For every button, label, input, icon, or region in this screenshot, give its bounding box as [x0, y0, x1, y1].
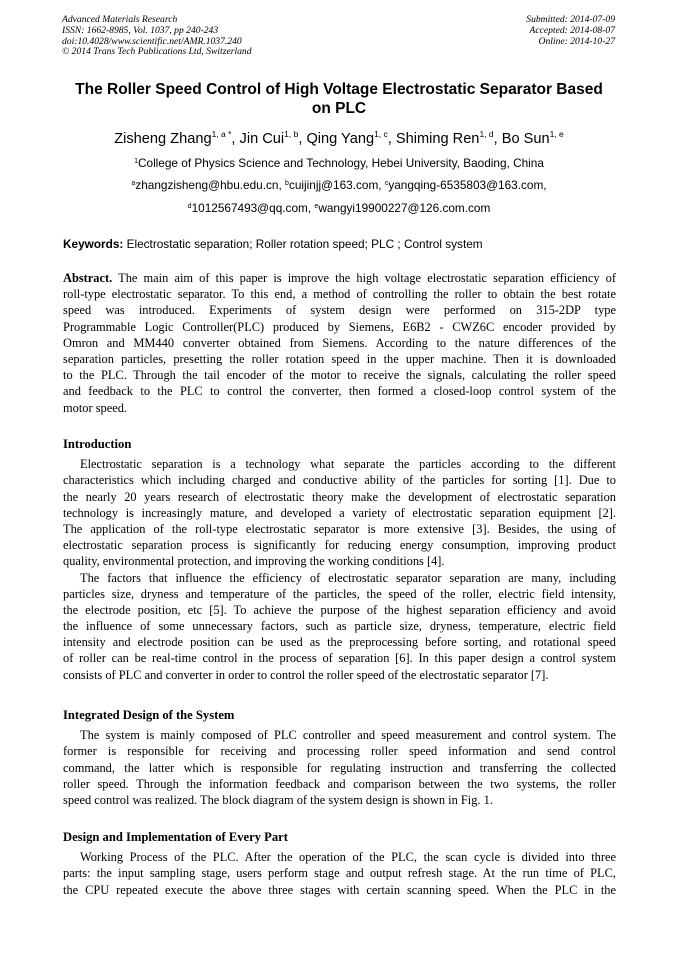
abstract-line: Programmable Logic Controller(PLC) produced by Siemens, E6B2 - CWZ6C encoder provided by [63, 319, 616, 334]
journal-copyright: © 2014 Trans Tech Publications Ltd, Switzerland [62, 46, 252, 58]
author-name: Shiming Ren [395, 131, 480, 147]
accepted-date: Accepted: 2014-08-07 [529, 24, 615, 36]
section-heading: Introduction [63, 437, 132, 451]
paragraph-line: roller speed. Through the information feedback and comparison between the two systems, the roller [63, 776, 616, 791]
author-list [30, 131, 648, 147]
journal-issn: ISSN: 1662-8985, Vol. 1037, pp 240-243 [62, 24, 219, 36]
integrated-design-section [63, 707, 616, 808]
paragraph-line: the nearly 20 years research of electrostatic theory make the development of electrostatic separation [63, 489, 616, 504]
abstract-line: to the PLC. Through the tail encoder of the motor to receive the signals, calculating the roller speed [63, 368, 616, 383]
email-line [30, 201, 648, 215]
paragraph-line: The factors that influence the efficiency of electrostatic separator separation are many, including [80, 570, 616, 585]
paragraph-line: command, the latter which is responsible for regulating instruction and transferring the collected [63, 760, 616, 775]
email: 1012567493@qq.com, [191, 201, 315, 215]
paragraph-line: intensity and electrode position can be used as the preprocessing before sorting, and rotational speed [63, 635, 616, 650]
abstract-line: separation particles, presetting the roller rotation speed in the upper machine. Then it is downloaded [63, 351, 616, 366]
paragraph-line: Working Process of the PLC. After the operation of the PLC, the scan cycle is divided into three [80, 850, 616, 865]
author-sup: 1, e [549, 129, 564, 139]
title-line: The Roller Speed Control of High Voltage Electrostatic Separator Based [75, 81, 603, 98]
submitted-date: Submitted: 2014-07-09 [526, 14, 615, 25]
online-date: Online: 2014-10-27 [538, 35, 615, 47]
paragraph-line: the electrode position, etc [5]. To achieve the purpose of the highest separation efficiency and avoid [63, 602, 616, 617]
author-sup: 1, d [479, 129, 494, 139]
email: zhangzisheng@hbu.edu.cn, [135, 178, 286, 192]
abstract [63, 270, 616, 416]
author-sup: 1, a * [211, 129, 232, 139]
paragraph-line: characteristics which including charged and conductive ability of the particles for sorting [1]. Due to [63, 473, 616, 488]
abstract-line: roll-type electrostatic separator. To this end, a method of controlling the roller to obtain the best rotate [63, 287, 616, 302]
paragraph-line: Electrostatic separation is a technology what separate the particles according to the different [80, 457, 616, 472]
paragraph-line: consists of PLC and converter in order to control the roller speed of the electrostatic separator [7]. [63, 667, 549, 682]
email: yangqing-6535803@163.com, [388, 178, 547, 192]
abstract-text: The main aim of this paper is improve the high voltage electrostatic separation efficiency of [112, 271, 616, 285]
design-implementation-section [63, 829, 616, 898]
email-line [30, 178, 648, 192]
keywords-text: Electrostatic separation; Roller rotation speed; PLC ; Control system [123, 237, 483, 251]
journal-name: Advanced Materials Research [62, 14, 178, 25]
abstract-line: and feedback to the PLC to control the converter, then formed a closed-loop control system of the [63, 384, 616, 399]
author-separator: , [298, 131, 307, 147]
author-name: Jin Cui [239, 131, 285, 147]
email-sup: e [314, 203, 319, 210]
email-sup: c [384, 180, 389, 187]
author-name: Qing Yang [306, 131, 375, 147]
section-heading: Design and Implementation of Every Part [63, 830, 288, 844]
affiliation-text: College of Physics Science and Technology, Hebei University, Baoding, China [137, 156, 544, 170]
section-heading: Integrated Design of the System [63, 708, 235, 722]
paper-title [50, 80, 628, 118]
author-sup: 1, b [284, 129, 299, 139]
abstract-line: motor speed. [63, 400, 128, 415]
keywords [63, 237, 623, 251]
keywords-label: Keywords: [63, 237, 124, 251]
affiliation [30, 156, 648, 170]
author-separator: , [387, 131, 396, 147]
title-line: on PLC [311, 100, 367, 117]
paragraph-line: former is responsible for receiving and processing roller speed information and send control [63, 744, 616, 759]
paragraph-line: technology is increasingly mature, and developed a variety of electrostatic separation equipment [2]. [63, 505, 616, 520]
abstract-label: Abstract. [63, 271, 113, 285]
author-separator: , [231, 131, 240, 147]
abstract-line [63, 270, 616, 286]
author-name: Zisheng Zhang [114, 131, 212, 147]
paragraph-line: parts: the input sampling stage, users perform stage and output refresh stage. At the run time of PLC, [63, 866, 616, 881]
email: cuijinjj@163.com, [288, 178, 385, 192]
paragraph-line: particles size, dryness and temperature of the particles, the speed of the roller, electric field intensity, [63, 586, 616, 601]
email-sup: a [131, 180, 136, 187]
paragraph-line: The application of the roll-type electrostatic separator is more extensive [3]. Besides, the using of [63, 521, 616, 536]
submission-dates [526, 15, 615, 47]
email-sup: d [187, 203, 192, 210]
author-name: Bo Sun [501, 131, 550, 147]
author-sup: 1, c [374, 129, 388, 139]
journal-doi: doi:10.4028/www.scientific.net/AMR.1037.240 [62, 35, 242, 47]
abstract-line: speed was introduced. Experiments of system design were performed on 315-2DP type [63, 303, 616, 318]
email-sup: b [285, 180, 289, 187]
paragraph-line: quality, environmental protection, and improving the working conditions [4]. [63, 554, 445, 569]
paragraph-line: the influence of some unnecessary factors, such as particle size, dryness, temperature, electric field [63, 619, 616, 634]
author-separator: , [493, 131, 502, 147]
affiliation-sup: 1 [134, 158, 138, 165]
journal-info [62, 15, 252, 58]
introduction-section [63, 436, 616, 683]
paragraph-line: electrostatic separation process is significantly for reducing energy consumption, improving product [63, 538, 616, 553]
abstract-line: Omron and MM440 converter obtained from Siemens. According to the nature differences of the [63, 335, 616, 350]
paragraph-line: speed control was realized. The block diagram of the system design is shown in Fig. 1. [63, 792, 493, 807]
email: wangyi19900227@126.com.com [318, 201, 491, 215]
paragraph-line: the CPU repeated execute the above three stages with certain scanning speed. When the PLC in the [63, 882, 616, 897]
paragraph-line: of roller can be real-time control in the process of separation [6]. In this paper design a control system [63, 651, 616, 666]
paragraph-line: The system is mainly composed of PLC controller and speed measurement and control system. The [80, 728, 616, 743]
